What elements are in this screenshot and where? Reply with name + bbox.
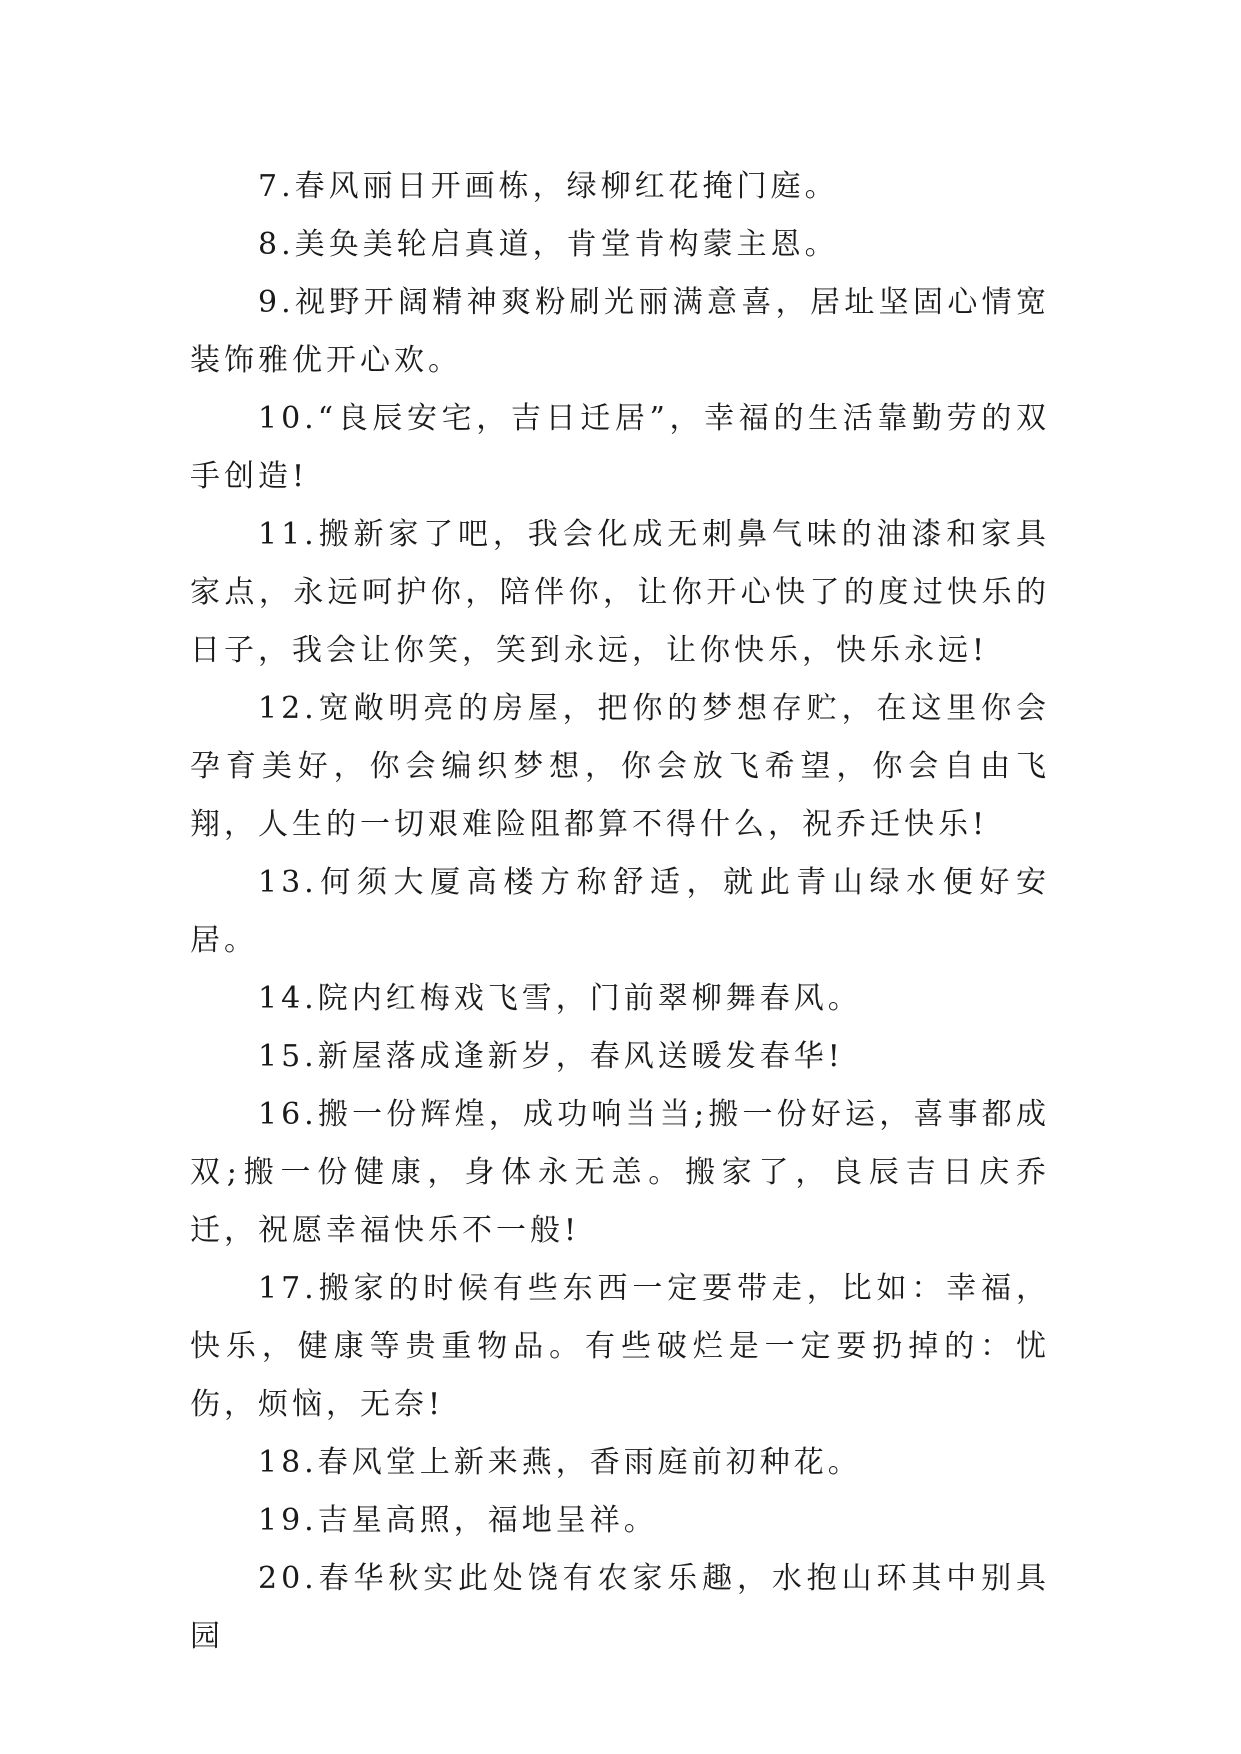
- paragraph: 13.何须大厦高楼方称舒适，就此青山绿水便好安居。: [190, 865, 1050, 958]
- paragraph: 19.吉星高照，福地呈祥。: [258, 1503, 658, 1538]
- paragraph: 12.宽敞明亮的房屋，把你的梦想存贮，在这里你会孕育美好，你会编织梦想，你会放飞希望，你会自由飞翔，人生的一切艰难险阻都算不得什么，祝乔迁快乐!: [190, 691, 1050, 842]
- paragraph: 10.“良辰安宅，吉日迁居”，幸福的生活靠勤劳的双手创造!: [190, 401, 1050, 494]
- paragraph: 11.搬新家了吧，我会化成无刺鼻气味的油漆和家具家点，永远呵护你，陪伴你，让你开心快了的度过快乐的日子，我会让你笑，笑到永远，让你快乐，快乐永远!: [190, 517, 1050, 668]
- paragraph: 14.院内红梅戏飞雪，门前翠柳舞春风。: [258, 981, 862, 1016]
- paragraph: 15.新屋落成逢新岁，春风送暖发春华!: [258, 1039, 844, 1074]
- paragraph: 18.春风堂上新来燕，香雨庭前初种花。: [258, 1445, 862, 1480]
- paragraph: 20.春华秋实此处饶有农家乐趣，水抱山环其中别具园: [190, 1561, 1050, 1654]
- paragraph: 9.视野开阔精神爽粉刷光丽满意喜，居址坚固心情宽装饰雅优开心欢。: [190, 285, 1050, 378]
- paragraph: 7.春风丽日开画栋，绿柳红花掩门庭。: [258, 169, 839, 204]
- paragraph: 17.搬家的时候有些东西一定要带走，比如：幸福，快乐，健康等贵重物品。有些破烂是一定要扔掉的：忧伤，烦恼，无奈!: [190, 1271, 1050, 1422]
- document-body: [190, 158, 1050, 1666]
- paragraph: 8.美奂美轮启真道，肯堂肯构蒙主恩。: [258, 227, 839, 262]
- paragraph: 16.搬一份辉煌，成功响当当;搬一份好运，喜事都成双;搬一份健康，身体永无恙。搬家了，良辰吉日庆乔迁，祝愿幸福快乐不一般!: [190, 1097, 1050, 1248]
